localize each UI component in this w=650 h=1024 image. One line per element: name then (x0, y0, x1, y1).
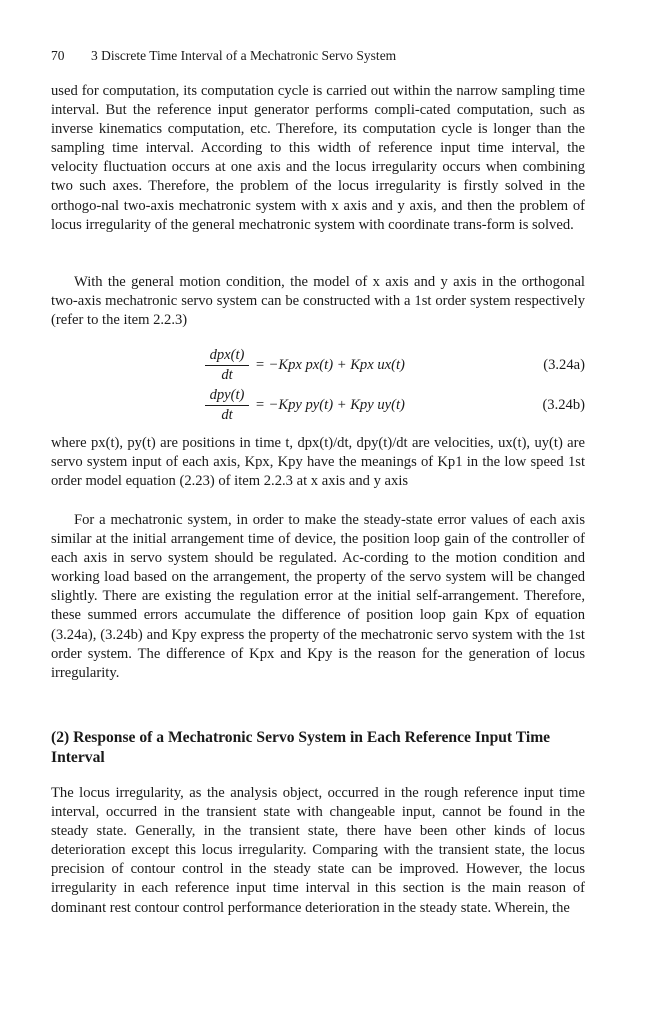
paragraph-2: With the general motion condition, the model of x axis and y axis in the orthogonal two-axis mechatronic servo system can be constructed with a 1st order system respectively (refer to the item 2.2.3) (51, 274, 585, 329)
paragraph-4: For a mechatronic system, in order to make the steady-state error values of each axis similar at the initial arrangement time of device, the position loop gain of the controller of each axis in servo system should be regulated. Ac-cording to the motion condition and working load based on the arrangement, the property of the servo system will be changed slightly. There are existing the regulation error at the initial self-arrangement. Therefore, these summed errors accumulate the difference of position loop gain Kpx of equation (3.24a), (3.24b) and Kpy express the property of the mechatronic servo system with the 1st order system. The difference of Kpx and Kpy is the reason for the generation of locus irregularity. (51, 512, 585, 681)
paragraph-3: where px(t), py(t) are positions in time t, dpx(t)/dt, dpy(t)/dt are velocities, ux(t), uy(t) are servo system input of each axis, Kpx, Kpy have the meanings of Kp1 in the low speed 1st order model equation (2.23) of item 2.2.3 at x axis and y axis (51, 435, 585, 490)
equation-rhs: = −Kpx px(t) + Kpx ux(t) (255, 357, 405, 373)
equation-numerator: dpx(t) (205, 346, 249, 366)
equation-rhs: = −Kpy py(t) + Kpy uy(t) (255, 397, 405, 413)
section-heading: (2) Response of a Mechatronic Servo System in Each Reference Input Time Interval (51, 729, 551, 766)
equation-fraction (205, 346, 249, 385)
equation-fraction (205, 386, 249, 425)
equation-3-24a (205, 346, 585, 386)
equation-number: (3.24b) (542, 397, 585, 413)
running-header (51, 48, 396, 64)
page-number: 70 (51, 48, 65, 63)
paragraph-5: The locus irregularity, as the analysis object, occurred in the rough reference input time interval, occurred in the transient state with changeable input, cannot be found in the steady state. Generally, in the transient state, there have been other kinds of locus deterioration except this locus irregularity. Comparing with the transient state, the locus precision of contour control in the steady state can be improved. However, the locus irregularity in each reference input time interval in this section is the main reason of dominant rest contour control performance deterioration in the steady state. Wherein, the (51, 785, 585, 916)
equation-3-24b (205, 386, 585, 426)
equation-number: (3.24a) (543, 357, 585, 373)
equation-denominator: dt (221, 367, 233, 383)
running-title: 3 Discrete Time Interval of a Mechatronic Servo System (91, 48, 397, 63)
paragraph-1: used for computation, its computation cycle is carried out within the narrow sampling time interval. But the reference input generator performs compli-cated computation, such as inverse kinematics computation, etc. Therefore, its computation cycle is longer than the sampling time interval. According to this width of reference input time interval, the velocity fluctuation occurs at one axis and the locus irregularity occurs when combining two such axes. Therefore, the problem of the locus irregularity is firstly solved in the orthogo-nal two-axis mechatronic system with x axis and y axis, and then the problem of locus irregularity of the general mechatronic system with coordinate trans-form is solved. (51, 83, 585, 233)
equation-denominator: dt (221, 407, 233, 423)
equation-numerator: dpy(t) (205, 386, 249, 406)
